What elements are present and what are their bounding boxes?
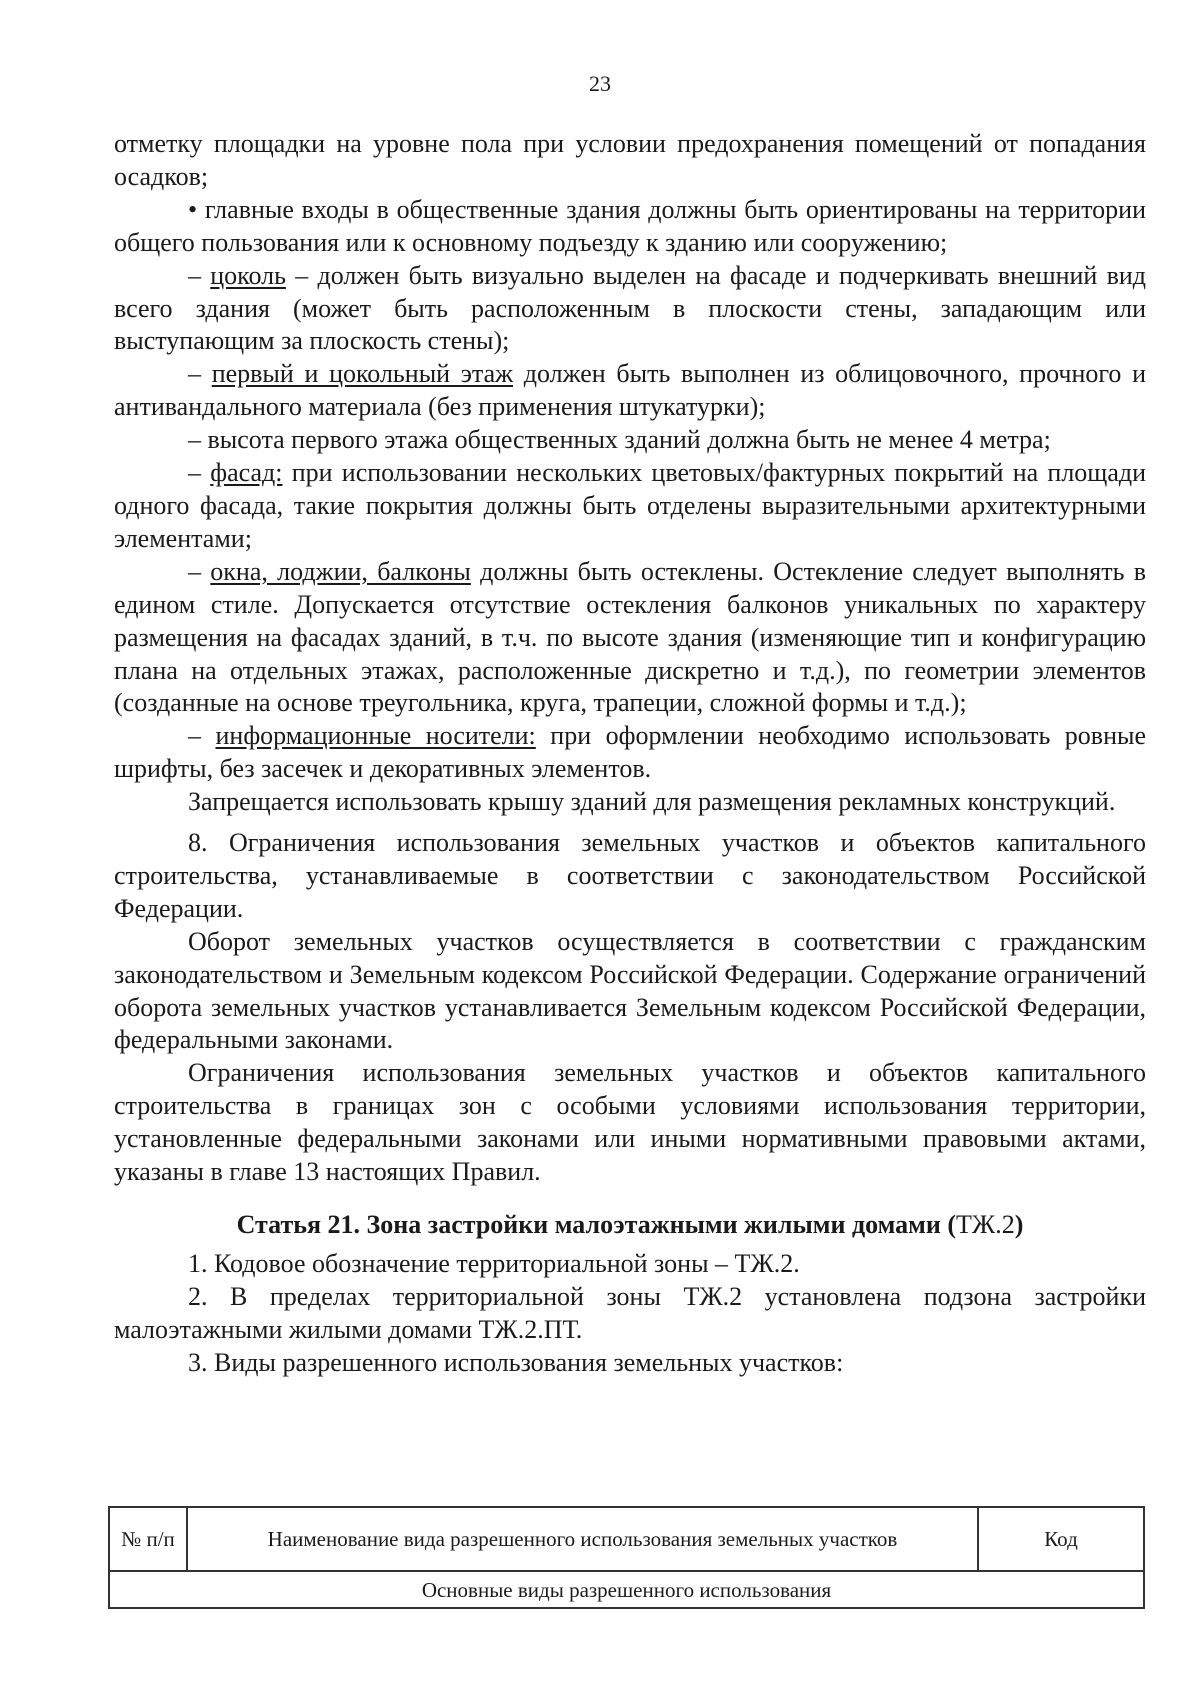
item-ground-floor	[114, 358, 1146, 424]
item-windows	[114, 556, 1146, 721]
dash: –	[188, 556, 201, 586]
paragraph-roof-ban: Запрещается использовать крышу зданий для размещения рекламных конструкций.	[188, 787, 1116, 817]
paragraph-restrictions: 8. Ограничения использования земельных участков и объектов капитального строительства, устанавливаемые в соответствии с законодательством Российской Федерации.	[114, 828, 1146, 923]
term-windows: окна, лоджии, балконы	[210, 556, 471, 586]
dash: –	[188, 458, 201, 488]
page-number: 23	[589, 71, 611, 96]
paragraph-continuation: отметку площадки на уровне пола при условии предохранения помещений от попадания осадков;	[114, 129, 1146, 191]
item-text: – должен быть визуально выделен на фасаде и подчеркивать внешний вид всего здания (может быть расположенным в плоскости стены, западающим или выступающим за плоскость стены);	[114, 260, 1146, 356]
table-header-row	[109, 1507, 1144, 1571]
item-text: при использовании нескольких цветовых/фактурных покрытий на площади одного фасада, такие покрытия должны быть отделены выразительными архитектурными элементами;	[114, 458, 1147, 553]
table-header-cell: Код	[978, 1507, 1144, 1571]
term-ground-floor: первый и цокольный этаж	[211, 359, 514, 389]
item-text: должен быть выполнен из облицовочного, прочного и антивандального материала (без применения штукатурки);	[114, 359, 1147, 422]
dash: –	[188, 359, 201, 389]
article-heading: Статья 21. Зона застройки малоэтажными жилыми домами (ТЖ.2)	[236, 1210, 1024, 1239]
paragraph-land-turnover: Оборот земельных участков осуществляется в соответствии с гражданским законодательством и Земельным кодексом Российской Федерации. Содержание ограничений оборота земельных участков устанавливается Земельным кодексом Российской Федерации, федеральными законами.	[114, 926, 1146, 1055]
item-plinth	[114, 260, 1146, 359]
table-group-row	[109, 1571, 1144, 1608]
dash: –	[188, 260, 201, 290]
bullet-main-entrances: • главные входы в общественные здания должны быть ориентированы на территории общего пользования или к основному подъезду к зданию или сооружению;	[114, 194, 1146, 257]
article-item-3: 3. Виды разрешенного использования земельных участков:	[188, 1347, 844, 1377]
permitted-use-table	[108, 1506, 1145, 1609]
article-item-2: 2. В пределах территориальной зоны ТЖ.2 установлена подзона застройки малоэтажными жилыми домами ТЖ.2.ПТ.	[114, 1281, 1146, 1344]
table-header-cell: № п/п	[109, 1507, 187, 1571]
item-text: при оформлении необходимо использовать ровные шрифты, без засечек и декоративных элементов.	[114, 721, 1147, 784]
item-info-carriers	[114, 720, 1146, 786]
document-body	[114, 128, 1146, 1380]
table-header-cell: Наименование вида разрешенного использования земельных участков	[187, 1507, 978, 1571]
paragraph-zone-restrictions: Ограничения использования земельных участков и объектов капитального строительства в границах зон с особыми условиями использования территории, установленные федеральными законами или иными нормативными правовыми актами, указаны в главе 13 настоящих Правил.	[114, 1058, 1146, 1187]
term-plinth: цоколь	[210, 260, 286, 290]
term-facade: фасад:	[210, 458, 283, 488]
term-info-carriers: информационные носители:	[215, 721, 536, 751]
table-group-cell: Основные виды разрешенного использования	[109, 1571, 1144, 1608]
item-floor-height: – высота первого этажа общественных зданий должна быть не менее 4 метра;	[188, 425, 1051, 455]
item-text: должны быть остеклены. Остекление следует выполнять в едином стиле. Допускается отсутствие остекления балконов уникальных по характеру размещения на фасадах зданий, в т.ч. по высоте здания (изменяющие тип и конфигурацию плана на отдельных этажах, расположенные дискретно и т.д.), по геометрии элементов (созданные на основе треугольника, круга, трапеции, сложной формы и т.д.);	[114, 556, 1147, 718]
dash: –	[188, 721, 201, 751]
item-facade	[114, 457, 1146, 556]
article-item-1: 1. Кодовое обозначение территориальной зоны – ТЖ.2.	[188, 1248, 800, 1278]
